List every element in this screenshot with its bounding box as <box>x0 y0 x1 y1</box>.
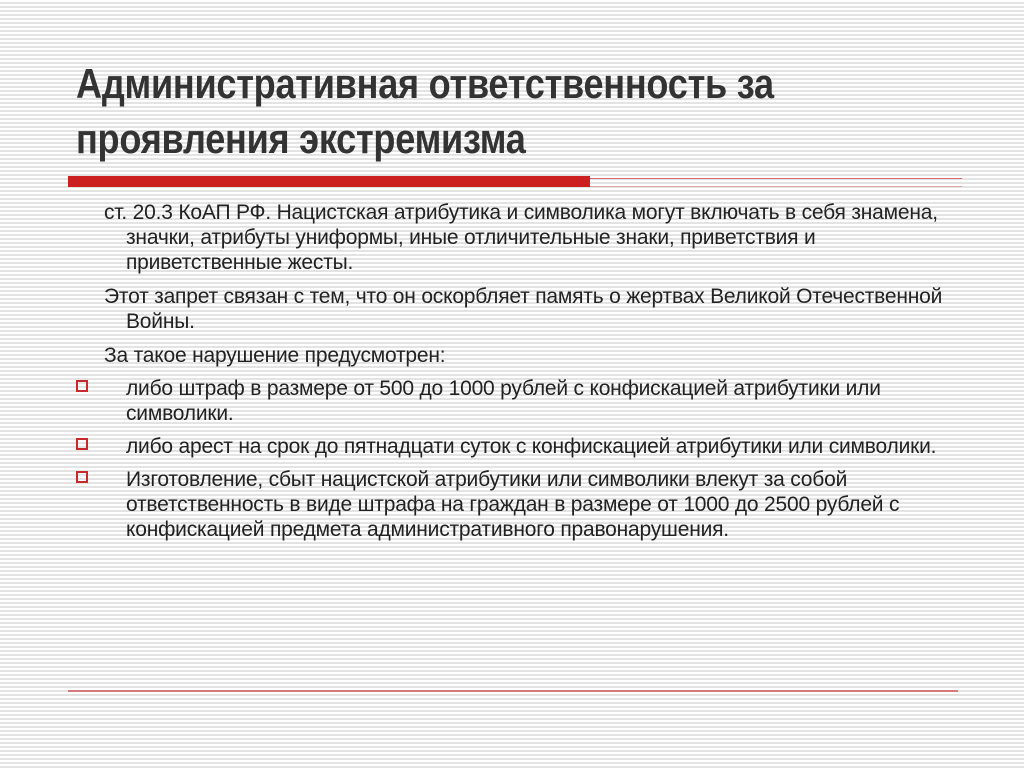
bullet-square-icon <box>76 380 88 392</box>
bullet-text: Изготовление, сбыт нацистской атрибутики или символики влекут за собой ответственность в виде штрафа на граждан в размере от 1000 до 2500 рублей с конфискацией предмета административного правонарушения. <box>126 468 900 541</box>
slide-body <box>0 200 1024 542</box>
paragraph-reason: Этот запрет связан с тем, что он оскорбляет память о жертвах Великой Отечественной Войны. <box>104 285 943 333</box>
footer-divider <box>68 690 958 692</box>
title-underline-thin <box>590 178 962 179</box>
bullet-square-icon <box>76 438 88 450</box>
paragraph-penalty-intro: За такое нарушение предусмотрен: <box>104 344 446 367</box>
title-underline-accent <box>68 176 590 187</box>
bullet-text: либо штраф в размере от 500 до 1000 рублей с конфискацией атрибутики или символики. <box>126 377 881 425</box>
paragraph-article: ст. 20.3 КоАП РФ. Нацистская атрибутика и символика могут включать в себя знамена, значки, атрибуты униформы, иные отличительные знаки, приветствия и приветственные жесты. <box>104 201 938 274</box>
bullet-square-icon <box>76 471 88 483</box>
bullet-item-fine <box>0 376 956 426</box>
bullet-item-arrest <box>0 434 956 459</box>
bullet-item-manufacture <box>0 467 956 542</box>
slide-title: Административная ответственность за проявления экстремизма <box>76 60 774 162</box>
title-underline-thin-secondary <box>590 186 962 187</box>
bullet-text: либо арест на срок до пятнадцати суток с конфискацией атрибутики или символики. <box>126 435 937 458</box>
